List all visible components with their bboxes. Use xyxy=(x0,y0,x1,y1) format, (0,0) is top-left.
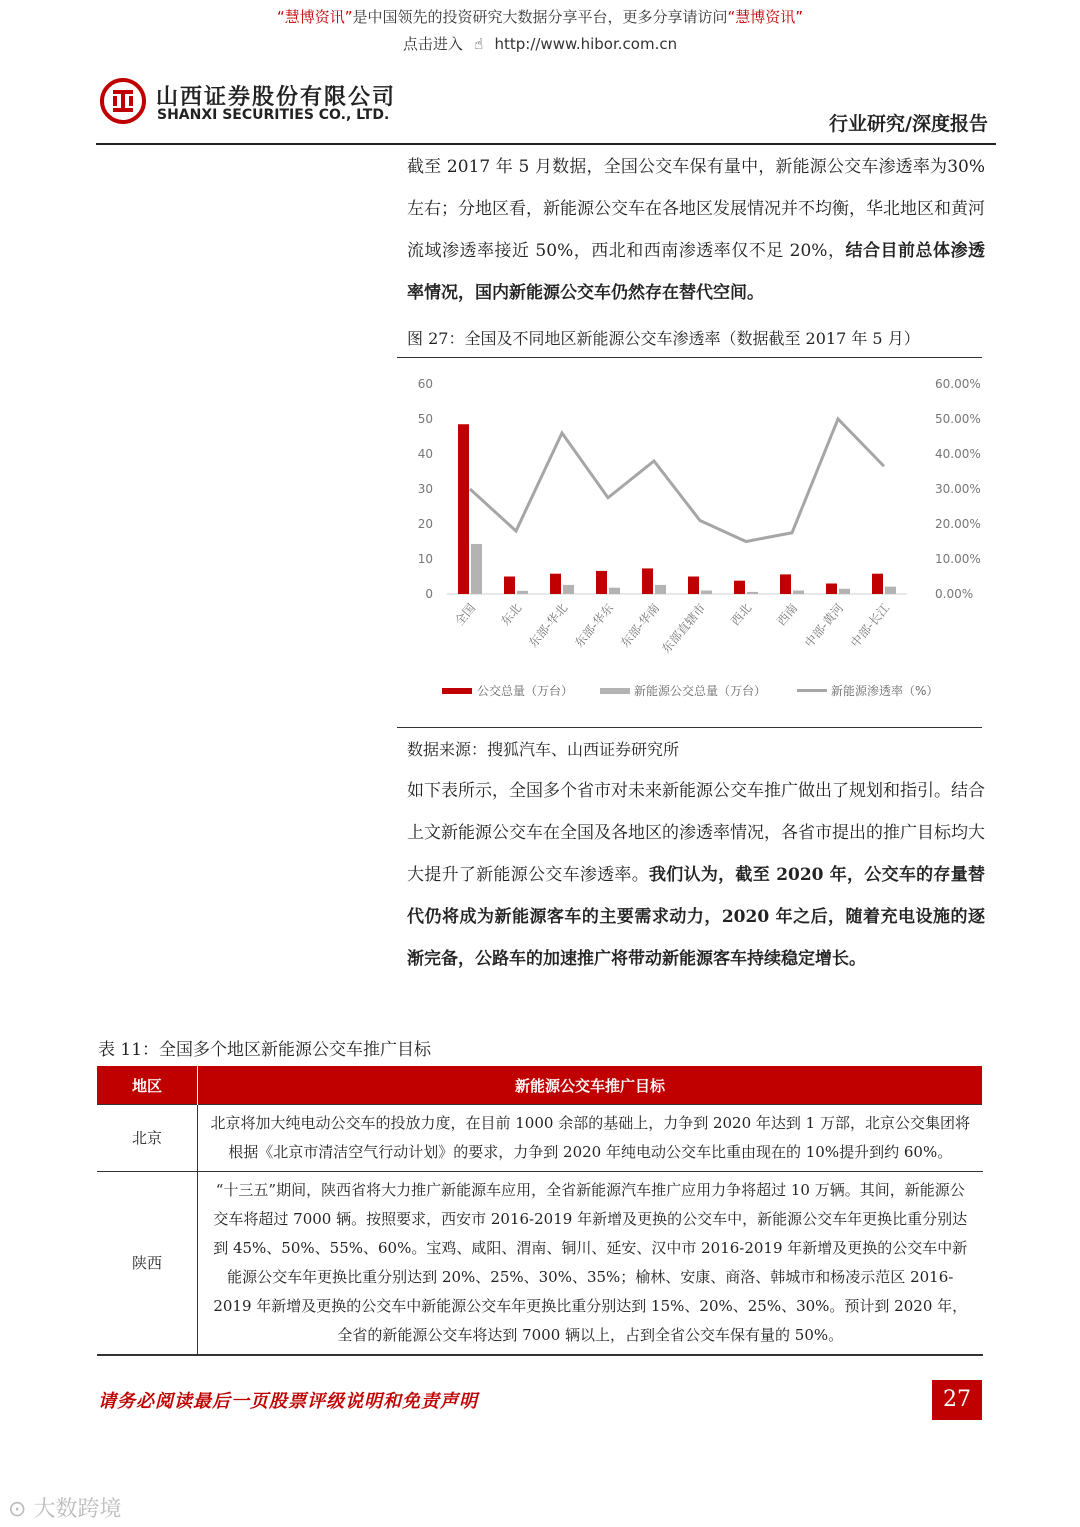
paragraph-outlook xyxy=(407,770,985,980)
bar-ne-total xyxy=(655,585,666,594)
table-cell-region: 陕西 xyxy=(97,1172,198,1356)
legend-swatch-bus-total xyxy=(442,688,472,694)
bar-bus-total xyxy=(688,577,699,595)
top-banner xyxy=(0,6,1080,27)
table-row xyxy=(97,1172,983,1356)
paragraph-2-text: 如下表所示，全国多个省市对未来新能源公交车推广做出了规划和指引。结合上文新能源公交车在全国及各地区的渗透率情况，各省市提出的推广目标均大大提升了新能源公交车渗透率。 xyxy=(407,781,985,885)
table-row xyxy=(97,1105,983,1172)
figure-bottom-rule xyxy=(397,727,982,728)
bar-ne-total xyxy=(747,592,758,594)
bar-bus-total xyxy=(734,581,745,594)
series-line-penetration xyxy=(470,419,884,542)
bar-ne-total xyxy=(471,544,482,594)
banner-enter-label: 点击进入 xyxy=(402,35,463,53)
table-cell-region: 北京 xyxy=(97,1105,198,1172)
disclaimer-note: 请务必阅读最后一页股票评级说明和免责声明 xyxy=(98,1391,478,1412)
company-name-cn: 山西证券股份有限公司 xyxy=(156,85,397,110)
x-tick-label: 东部直辖市 xyxy=(658,600,709,656)
figure-title: 图 27：全国及不同地区新能源公交车渗透率（数据截至 2017 年 5 月） xyxy=(407,329,920,348)
paragraph-1-text: 截至 2017 年 5 月数据，全国公交车保有量中，新能源公交车渗透率为30%左右；分地区看，新能源公交车在各地区发展情况并不均衡，华北地区和黄河流域渗透率接近 50%，西北和西南渗透率仅不足 20%， xyxy=(407,157,985,261)
x-tick-label: 西北 xyxy=(728,600,755,629)
y-tick-right: 20.00% xyxy=(935,517,981,531)
y-tick-right: 30.00% xyxy=(935,482,981,496)
banner-brand-2: “慧博资讯” xyxy=(727,8,804,26)
banner-tagline: 是中国领先的投资研究大数据分享平台，更多分享请访问 xyxy=(352,8,728,26)
bar-bus-total xyxy=(550,574,561,594)
report-type: 行业研究/深度报告 xyxy=(829,113,988,135)
x-tick-label: 东部-华北 xyxy=(525,600,571,651)
table-header-region: 地区 xyxy=(97,1066,198,1105)
y-tick-left: 20 xyxy=(417,517,433,531)
banner-url-link[interactable]: http://www.hibor.com.cn xyxy=(494,35,678,53)
x-tick-label: 东部-华东 xyxy=(571,600,617,651)
penetration-chart xyxy=(397,362,982,724)
x-tick-label: 中部-长江 xyxy=(847,600,893,651)
paragraph-2-bold: 我们认为，截至 2020 年，公交车的存量替代仍将成为新能源客车的主要需求动力，2020 年之后，随着充电设施的逐渐完备，公路车的加速推广将带动新能源客车持续稳定增长。 xyxy=(407,865,986,969)
bar-ne-total xyxy=(701,591,712,595)
x-tick-label: 全国 xyxy=(452,600,479,629)
x-tick-label: 东部-华南 xyxy=(617,600,663,651)
bar-ne-total xyxy=(517,591,528,594)
bar-bus-total xyxy=(642,568,653,594)
table-title: 表 11：全国多个地区新能源公交车推广目标 xyxy=(98,1040,432,1060)
bar-bus-total xyxy=(596,571,607,594)
watermark-logo-icon: ⊙ xyxy=(8,1497,27,1522)
y-tick-left: 50 xyxy=(417,412,433,426)
y-tick-right: 0.00% xyxy=(935,587,974,601)
x-tick-label: 东北 xyxy=(498,600,525,629)
bar-ne-total xyxy=(609,588,620,594)
paragraph-penetration xyxy=(407,146,985,314)
bar-ne-total xyxy=(885,587,896,594)
banner-link-row xyxy=(0,33,1080,54)
y-tick-left: 30 xyxy=(417,482,433,496)
x-tick-label: 中部-黄河 xyxy=(801,600,847,651)
bar-bus-total xyxy=(504,577,515,595)
banner-brand: “慧博资讯” xyxy=(276,8,353,26)
figure-source: 数据来源：搜狐汽车、山西证券研究所 xyxy=(407,740,680,759)
bar-ne-total xyxy=(563,585,574,594)
legend-ne-total: 新能源公交总量（万台） xyxy=(634,684,767,698)
y-tick-left: 0 xyxy=(425,587,433,601)
legend-swatch-ne-total xyxy=(600,688,630,694)
bar-ne-total xyxy=(793,591,804,595)
header-divider xyxy=(96,143,996,145)
paragraph-1-bold: 结合目前总体渗透率情况，国内新能源公交车仍然存在替代空间。 xyxy=(407,241,985,303)
company-name-en: SHANXI SECURITIES CO., LTD. xyxy=(157,107,390,123)
company-logo-icon xyxy=(100,78,146,124)
figure-top-rule xyxy=(397,357,982,358)
y-tick-right: 60.00% xyxy=(935,377,981,391)
legend-penetration: 新能源渗透率（%） xyxy=(831,684,939,698)
legend-bus-total: 公交总量（万台） xyxy=(477,684,574,698)
watermark-text: 大数跨境 xyxy=(33,1497,122,1522)
promotion-targets-table xyxy=(97,1066,983,1356)
y-tick-right: 10.00% xyxy=(935,552,981,566)
bar-bus-total xyxy=(780,574,791,594)
watermark xyxy=(8,1492,121,1523)
bar-ne-total xyxy=(839,589,850,594)
y-tick-left: 10 xyxy=(417,552,433,566)
table-cell-target: 北京将加大纯电动公交车的投放力度，在目前 1000 余部的基础上，力争到 2020 年达到 1 万部，北京公交集团将根据《北京市清洁空气行动计划》的要求，力争到 2020 年纯电动公交车比重由现在的 10%提升到约 60%。 xyxy=(198,1105,983,1172)
table-cell-target: “十三五”期间，陕西省将大力推广新能源车应用，全省新能源汽车推广应用力争将超过 10 万辆。其间，新能源公交车将超过 7000 辆。按照要求，西安市 2016-2019 年新增及更换的公交车中，新能源公交车年更换比重分别达到 45%、50%、55%、60%。宝鸡、咸阳、渭南、铜川、延安、汉中市 2016-2019 年新增及更换的公交车中新能源公交车年更换比重分别达到 20%、25%、30%、35%；榆林、安康、商洛、韩城市和杨凌示范区 2016-2019 年新增及更换的公交车中新能源公交车年更换比重分别达到 15%、20%、25%、30%。预计到 2020 年，全省的新能源公交车将达到 7000 辆以上，占到全省公交车保有量的 50%。 xyxy=(198,1172,983,1356)
legend-swatch-penetration xyxy=(797,689,827,692)
y-tick-right: 50.00% xyxy=(935,412,981,426)
table-header-target: 新能源公交车推广目标 xyxy=(198,1066,983,1105)
bar-bus-total xyxy=(458,424,469,594)
x-tick-label: 西南 xyxy=(774,600,801,629)
page-number: 27 xyxy=(932,1380,982,1420)
bar-bus-total xyxy=(826,584,837,595)
y-tick-left: 40 xyxy=(417,447,433,461)
pointer-hand-icon: ☝ xyxy=(474,35,484,53)
y-tick-left: 60 xyxy=(417,377,433,391)
bar-bus-total xyxy=(872,574,883,594)
y-tick-right: 40.00% xyxy=(935,447,981,461)
